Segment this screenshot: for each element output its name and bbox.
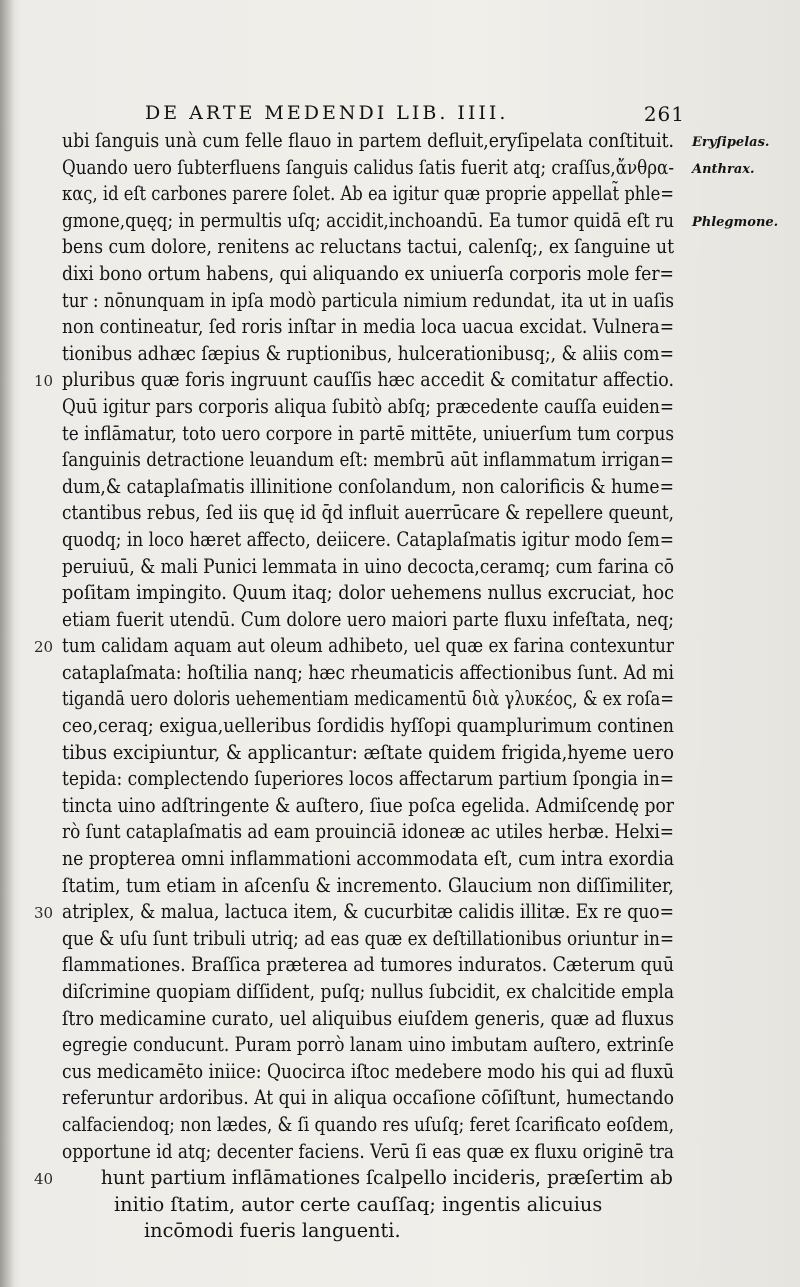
text-line	[62, 128, 770, 155]
text-line	[62, 208, 779, 235]
text-line	[62, 846, 680, 873]
text-line	[34, 633, 680, 660]
text-line	[34, 899, 680, 926]
line-text: te inflāmatur, toto uero corpore in partē mittēte, uniuerſum tum corpus	[62, 421, 675, 445]
line-text: tigandā uero doloris uehementiam medicamentū διὰ γλυκέος, & ex roſa=	[62, 687, 675, 711]
text-line	[62, 713, 680, 740]
text-line	[62, 952, 680, 979]
line-text: ſtatim, tum etiam in aſcenſu & incremento. Glaucium non diſſimiliter,	[62, 873, 674, 897]
line-text: quodq; in loco hæret affecto, deiicere. Cataplaſmatis igitur modo ſem=	[62, 527, 674, 551]
line-text: opportune id atq; decenter faciens. Verū ſi eas quæ ex fluxu originē tra	[62, 1139, 674, 1163]
text-line	[62, 1032, 680, 1059]
line-text: cataplaſmata: hoſtilia nanq; hæc rheumaticis affectionibus ſunt. Ad mi	[62, 660, 674, 684]
text-block	[34, 128, 779, 1245]
text-line	[62, 394, 680, 421]
text-line	[62, 819, 680, 846]
text-line	[62, 580, 680, 607]
line-text: ctantibus rebus, ſed iis quę id q̄d influit auerrūcare & repellere queunt,	[62, 501, 674, 525]
line-text: gmone,quęq; in permultis uſq; accidit,inchoandū. Ea tumor quidā eſt ru	[62, 208, 675, 232]
line-text: bens cum dolore, renitens ac reluctans tactui, calenſq;, ex ſanguine ut	[62, 235, 675, 259]
line-number: 40	[34, 1170, 54, 1189]
line-text: ſtro medicamine curato, uel aliquibus eiuſdem generis, quæ ad fluxus	[62, 1006, 674, 1030]
line-text: Quando uero ſubterfluens ſanguis calidus ſatis fuerit atq; craſſus,ἄνθρα-	[62, 155, 674, 179]
text-line	[62, 740, 680, 767]
line-text: ubi ſanguis unà cum felle flauo in partem defluit,eryſipelata conſtituit.	[62, 129, 675, 152]
text-line	[62, 793, 680, 820]
line-text: non contineatur, ſed roris inſtar in media loca uacua excidat. Vulnera=	[62, 315, 674, 339]
text-line	[62, 261, 680, 288]
text-line	[62, 421, 680, 448]
line-text: Quū igitur pars corporis aliqua ſubitò abſq; præcedente cauſſa euiden=	[62, 394, 674, 418]
line-text: etiam fuerit utendū. Cum dolore uero maiori parte fluxu infeſtata, neq;	[62, 607, 675, 631]
text-line	[62, 1218, 680, 1245]
line-text: rò ſunt cataplaſmatis ad eam prouinciā idoneæ ac utiles herbæ. Helxi=	[62, 820, 674, 844]
line-text: tepida: complectendo ſuperiores locos affectarum partium ſpongia in=	[62, 767, 675, 791]
text-line	[62, 686, 680, 713]
text-line	[62, 554, 680, 581]
marginal-note: Eryſipelas.	[692, 135, 770, 150]
line-text: tur : nōnunquam in ipſa modò particula nimium redundat, ita ut in uaſis	[62, 288, 674, 312]
line-number: 30	[34, 904, 54, 923]
text-line	[62, 1059, 680, 1086]
text-line	[34, 367, 680, 394]
text-line	[62, 527, 680, 554]
line-text: referuntur ardoribus. At qui in aliqua occaſione cōſiſtunt, humectando	[62, 1086, 674, 1110]
running-header	[145, 102, 685, 124]
line-text: ne propterea omni inflammationi accommodata eſt, cum intra exordia	[62, 847, 675, 871]
line-text: atriplex, & malua, lactuca item, & cucurbitæ calidis illitæ. Ex re quo=	[62, 900, 674, 924]
line-text: initio ſtatim, autor certe cauſſaq; ingentis alicuius	[114, 1192, 603, 1216]
text-line	[62, 288, 680, 315]
line-text: que & uſu ſunt tribuli utriq; ad eas quæ ex deſtillationibus oriuntur in=	[62, 926, 675, 950]
line-text: poſitam impingito. Quum itaq; dolor uehemens nullus excruciat, hoc	[62, 581, 675, 605]
text-line	[62, 341, 680, 368]
text-line	[62, 766, 680, 793]
text-line	[62, 926, 680, 953]
line-text: diſcrimine quopiam diſſident, puſq; nullus ſubcidit, ex chalcitide empla	[62, 980, 675, 1003]
line-text: incōmodi fueris languenti.	[144, 1219, 401, 1243]
line-text: tionibus adhæc ſæpius & ruptionibus, hulcerationibusq;, & aliis com=	[62, 341, 675, 365]
line-text: flammationes. Braſſica præterea ad tumores induratos. Cæterum quū	[62, 953, 674, 977]
text-line	[62, 1006, 680, 1033]
marginal-note: Anthrax.	[692, 161, 755, 177]
line-text: pluribus quæ foris ingruunt cauſſis hæc accedit & comitatur affectio.	[62, 368, 675, 392]
line-number: 10	[34, 372, 54, 391]
line-text: cus medicamēto iniice: Quocirca iſtoc medebere modo his qui ad fluxū	[62, 1059, 675, 1083]
line-text: tincta uino adſtringente & auſtero, ſiue poſca egelida. Admiſcendę por	[62, 793, 675, 817]
text-line	[62, 873, 680, 900]
text-line	[62, 979, 680, 1006]
line-text: dum,& cataplaſmatis illinitione conſolandum, non calorificis & hume=	[62, 474, 674, 498]
bleed-through-text	[110, 1142, 670, 1212]
text-line	[62, 314, 680, 341]
text-line	[62, 607, 680, 634]
page-number: 261	[643, 102, 685, 126]
text-line	[62, 1112, 680, 1139]
line-text: egregie conducunt. Puram porrò lanam uino imbutam auſtero, extrinſe	[62, 1033, 674, 1057]
line-text: hunt partium inflāmationes ſcalpello inciderіs, præſertim ab	[100, 1166, 673, 1190]
line-text: ceo,ceraq; exigua,uelleribus ſordidis hyſſopi quamplurimum continen	[62, 714, 675, 738]
line-text: dixi bono ortum habens, qui aliquando ex uniuerſa corporis mole fer=	[62, 261, 675, 285]
line-text: calfaciendoq; non lædes, & ſi quando res uſuſq; feret ſcarificato eoſdem,	[62, 1112, 675, 1136]
text-line	[62, 500, 680, 527]
text-line	[62, 181, 680, 208]
gutter-shadow	[0, 0, 14, 1287]
text-line	[62, 474, 680, 501]
line-text: tibus excipiuntur, & applicantur: æſtate quidem frigida,hyeme uero	[62, 740, 675, 764]
marginal-note: Phlegmone.	[692, 214, 779, 230]
line-text: κας, id eſt carbones parere ſolet. Ab ea igitur quæ proprie appellat̃ phle=	[62, 182, 674, 206]
line-text: peruiuū, & mali Punici lemmata in uino decocta,ceramq; cum farina cō	[62, 554, 674, 578]
text-line	[62, 155, 755, 182]
text-line	[62, 234, 680, 261]
line-text: tum calidam aquam aut oleum adhibeto, uel quæ ex farina contexuntur	[62, 634, 674, 658]
running-title: DE ARTE MEDENDI LIB. IIII.	[145, 102, 509, 124]
line-number: 20	[34, 638, 54, 657]
text-line	[62, 1085, 680, 1112]
line-text: ſanguinis detractione leuandum eſt: membrū aūt inflammatum irrigan=	[62, 448, 674, 472]
text-line	[62, 660, 680, 687]
text-line	[62, 447, 680, 474]
